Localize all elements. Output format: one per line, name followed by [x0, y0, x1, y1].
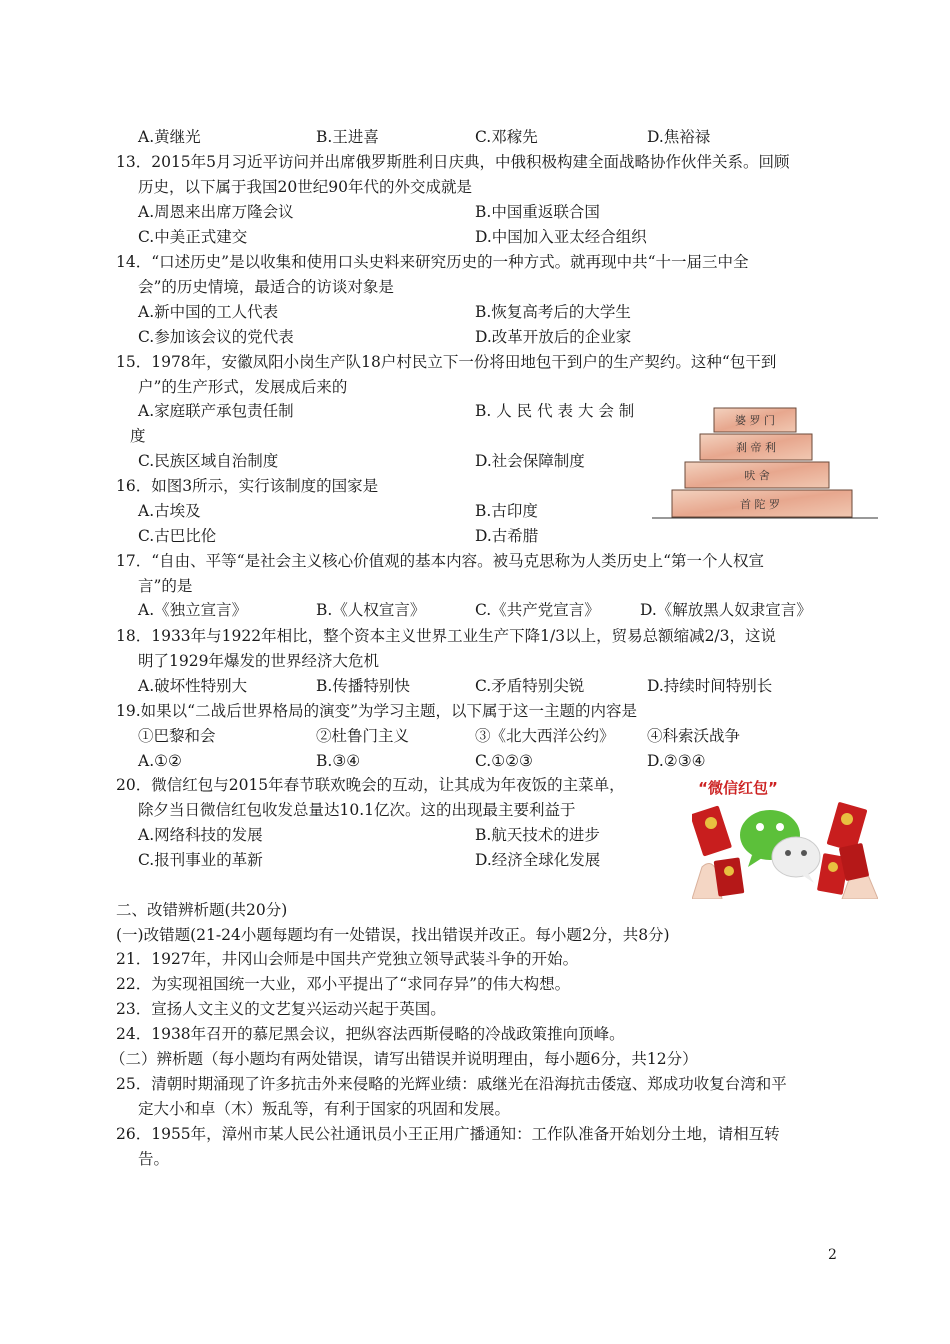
q20-option-d: D.经济全球化发展 [475, 851, 601, 869]
q13-stem-line1: 13．2015年5月习近平访问并出席俄罗斯胜利日庆典，中俄积极构建全面战略协作伙伴关系。回顾 [116, 153, 790, 171]
q15-stem-line2: 户”的生产形式，发展成后来的 [138, 378, 348, 396]
q18-option-b: B.传播特别快 [316, 677, 410, 695]
part2-sub2-heading: （二）辨析题（每小题均有两处错误，请写出错误并说明理由，每小题6分，共12分） [110, 1050, 698, 1068]
q17-stem-line1: 17．“自由、平等“是社会主义核心价值观的基本内容。被马克思称为人类历史上“第一个人权宣 [116, 552, 764, 570]
tier-label-shudra: 首 陀 罗 [740, 498, 780, 511]
q19-item-3: ③《北大西洋公约》 [475, 727, 615, 745]
part2-title: 二、改错辨析题(共20分) [116, 901, 288, 919]
q19-stem: 19.如果以“二战后世界格局的演变”为学习主题，以下属于这一主题的内容是 [116, 702, 638, 720]
q25-line1: 25．清朝时期涌现了许多抗击外来侵略的光辉业绩：戚继光在沿海抗击倭寇、郑成功收复台湾和平 [116, 1075, 787, 1093]
q17-stem-line2: 言”的是 [138, 577, 193, 595]
q25-line2: 定大小和卓（木）叛乱等，有利于国家的巩固和发展。 [138, 1100, 511, 1118]
q12-option-d: D.焦裕禄 [647, 128, 711, 146]
q19-item-2: ②杜鲁门主义 [316, 727, 410, 745]
q12-option-a: A.黄继光 [138, 128, 201, 146]
q14-stem-line1: 14．“口述历史”是以收集和使用口头史料来研究历史的一种方式。就再现中共“十一届三中全 [116, 253, 749, 271]
q14-option-c: C.参加该会议的党代表 [138, 328, 294, 346]
q15-option-a: A.家庭联产承包责任制 [138, 402, 294, 420]
q13-option-d: D.中国加入亚太经合组织 [475, 228, 647, 246]
q13-stem-line2: 历史，以下属于我国20世纪90年代的外交成就是 [138, 178, 472, 196]
tier-label-vaishya: 吠 舍 [744, 469, 770, 482]
q19-item-4: ④科索沃战争 [647, 727, 741, 745]
q19-option-a: A.①② [138, 752, 182, 770]
q15-option-b-continuation: 度 [130, 427, 146, 445]
q17-option-c: C.《共产党宣言》 [475, 601, 600, 619]
tier-label-kshatriya: 刹 帝 利 [736, 441, 776, 454]
q23: 23．宣扬人文主义的文艺复兴运动兴起于英国。 [116, 1000, 446, 1018]
q20-option-c: C.报刊事业的革新 [138, 851, 263, 869]
q14-option-a: A.新中国的工人代表 [138, 303, 279, 321]
q16-option-a: A.古埃及 [138, 502, 201, 520]
q16-option-c: C.古巴比伦 [138, 527, 217, 545]
q18-option-a: A.破坏性特别大 [138, 677, 248, 695]
q17-option-b: B.《人权宣言》 [316, 601, 426, 619]
q20-stem-line2: 除夕当日微信红包收发总量达10.1亿次。这的出现最主要利益于 [138, 801, 576, 819]
q21: 21．1927年，井冈山会师是中国共产党独立领导武装斗争的开始。 [116, 950, 579, 968]
q22: 22．为实现祖国统一大业，邓小平提出了“求同存异”的伟大构想。 [116, 975, 571, 993]
q19-item-1: ①巴黎和会 [138, 727, 216, 745]
q14-option-b: B.恢复高考后的大学生 [475, 303, 631, 321]
q19-option-d: D.②③④ [647, 752, 706, 770]
q16-stem: 16．如图3所示，实行该制度的国家是 [116, 477, 379, 495]
page-number: 2 [828, 1247, 837, 1263]
wechat-caption: “微信红包” [698, 779, 778, 797]
q20-stem-line1: 20．微信红包与2015年春节联欢晚会的互动，让其成为年夜饭的主菜单， [116, 776, 625, 794]
q14-stem-line2: 会”的历史情境，最适合的访谈对象是 [138, 278, 394, 296]
q15-option-d: D.社会保障制度 [475, 452, 585, 470]
q24: 24．1938年召开的慕尼黑会议，把纵容法西斯侵略的冷战政策推向顶峰。 [116, 1025, 625, 1043]
tier-label-brahmin: 婆 罗 门 [735, 414, 775, 427]
q16-option-d: D.古希腊 [475, 527, 539, 545]
q14-option-d: D.改革开放后的企业家 [475, 328, 632, 346]
q15-option-c: C.民族区域自治制度 [138, 452, 279, 470]
caste-pyramid-figure [652, 400, 878, 522]
q26-line1: 26．1955年，漳州市某人民公社通讯员小王正用广播通知：工作队准备开始划分土地，请相互转 [116, 1125, 780, 1143]
q12-option-c: C.邓稼先 [475, 128, 538, 146]
q18-stem-line2: 明了1929年爆发的世界经济大危机 [138, 652, 379, 670]
q18-stem-line1: 18．1933年与1922年相比，整个资本主义世界工业生产下降1/3以上，贸易总额缩减2/3，这说 [116, 627, 777, 645]
wechat-red-envelope-image [692, 775, 878, 899]
q19-option-b: B.③④ [316, 752, 361, 770]
q20-option-b: B.航天技术的进步 [475, 826, 600, 844]
q17-option-d: D.《解放黑人奴隶宣言》 [640, 601, 812, 619]
q16-option-b: B.古印度 [475, 502, 538, 520]
q18-option-d: D.持续时间特别长 [647, 677, 773, 695]
q18-option-c: C.矛盾特别尖锐 [475, 677, 585, 695]
q20-option-a: A.网络科技的发展 [138, 826, 263, 844]
q13-option-c: C.中美正式建交 [138, 228, 248, 246]
q15-stem-line1: 15．1978年，安徽凤阳小岗生产队18户村民立下一份将田地包干到户的生产契约。这种“包干到 [116, 353, 777, 371]
q13-option-a: A.周恩来出席万隆会议 [138, 203, 294, 221]
q12-option-b: B.王进喜 [316, 128, 379, 146]
q17-option-a: A.《独立宣言》 [138, 601, 248, 619]
q13-option-b: B.中国重返联合国 [475, 203, 600, 221]
q26-line2: 告。 [138, 1150, 170, 1168]
part2-sub1-heading: (一)改错题(21-24小题每题均有一处错误，找出错误并改正。每小题2分，共8分) [116, 926, 670, 944]
q15-option-b: B. 人 民 代 表 大 会 制 [475, 402, 635, 420]
q19-option-c: C.①②③ [475, 752, 533, 770]
